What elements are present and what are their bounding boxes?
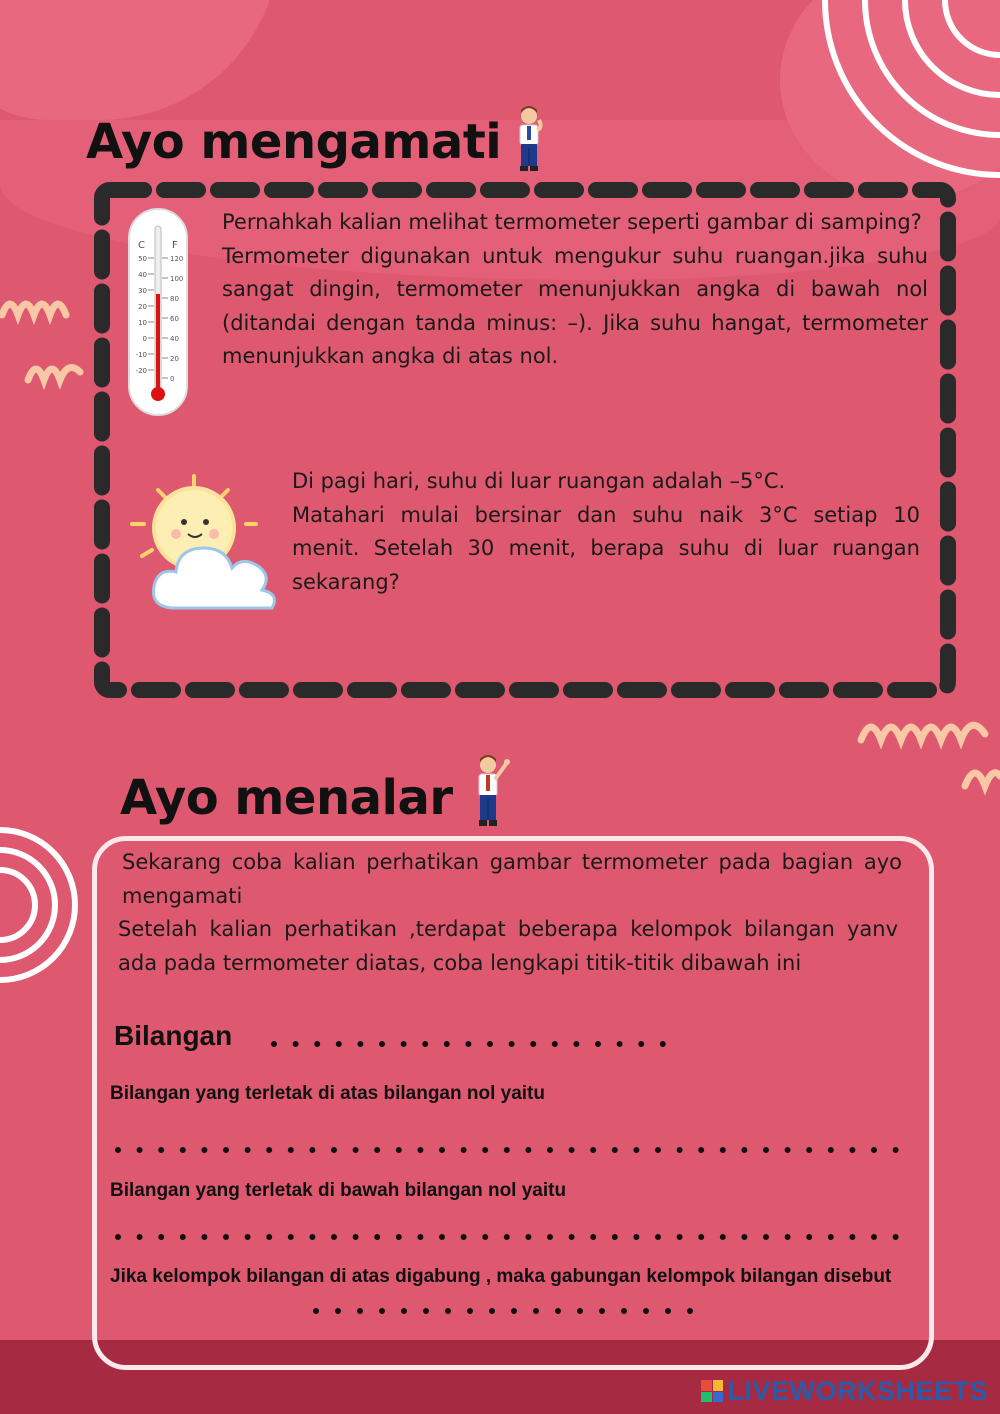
sun-cloud-icon: [128, 470, 290, 620]
thermo-unit-f: F: [172, 240, 178, 251]
thermo-tick: 80: [170, 295, 179, 303]
thermo-tick: -10: [135, 351, 147, 359]
liveworksheets-logo[interactable]: [701, 1376, 988, 1406]
concentric-arcs-decoration: [0, 770, 90, 1040]
thermometer-icon: [128, 208, 188, 418]
student-pointing-icon: [466, 752, 514, 832]
squiggle-decoration: [855, 690, 1000, 800]
background-blob: [0, 0, 280, 120]
thermo-tick: 50: [138, 255, 147, 263]
section-title-mengamati: Ayo mengamati: [86, 114, 502, 170]
thermo-tick: 40: [170, 335, 179, 343]
thermo-tick: 40: [138, 271, 147, 279]
answer-blank-combined[interactable]: [310, 1301, 710, 1321]
paragraph-thermometer: Pernahkah kalian melihat termometer seperti gambar di samping? Termometer digunakan untuk mengukur suhu ruangan.jika suhu sangat dingin, termometer menunjukkan angka di bawah nol (ditandai dengan tanda minus: –). Jika suhu hangat, termometer menunjukkan angka di atas nol.: [222, 210, 928, 368]
liveworksheets-text: LIVEWORKSHEETS: [727, 1375, 988, 1406]
thermo-tick: 10: [138, 319, 147, 327]
squiggle-decoration: [0, 285, 85, 395]
thermo-tick: 20: [170, 355, 179, 363]
section-title-menalar: Ayo menalar: [120, 770, 453, 826]
paragraph-question: Di pagi hari, suhu di luar ruangan adalah –5°C. Matahari mulai bersinar dan suhu naik 3°C setiap 10 menit. Setelah 30 menit, berapa suhu di luar ruangan sekarang?: [292, 469, 920, 594]
answer-blank-above-zero[interactable]: [112, 1140, 922, 1160]
answer-blank-below-zero[interactable]: [112, 1227, 922, 1247]
thermo-tick: 20: [138, 303, 147, 311]
thermo-unit-c: C: [138, 240, 145, 251]
liveworksheets-mark-icon: [701, 1380, 723, 1402]
thermo-tick: 0: [170, 375, 175, 383]
thermo-tick: -20: [135, 367, 147, 375]
label-below-zero: Bilangan yang terletak di bawah bilangan nol yaitu: [110, 1180, 567, 1201]
label-above-zero: Bilangan yang terletak di atas bilangan nol yaitu: [110, 1083, 545, 1104]
thermo-tick: 60: [170, 315, 179, 323]
student-thinking-icon: [510, 104, 548, 176]
instruction-1: Sekarang coba kalian perhatikan gambar termometer pada bagian ayo mengamati: [122, 850, 902, 908]
instruction-2: Setelah kalian perhatikan ,terdapat beberapa kelompok bilangan yanv ada pada termometer diatas, coba lengkapi titik-titik dibawah ini: [118, 917, 898, 975]
thermo-tick: 120: [170, 255, 184, 263]
label-bilangan: Bilangan: [114, 1020, 233, 1051]
thermo-tick: 30: [138, 287, 147, 295]
thermo-tick: 0: [142, 335, 147, 343]
thermo-tick: 100: [170, 275, 184, 283]
label-combined-group: Jika kelompok bilangan di atas digabung , maka gabungan kelompok bilangan disebut: [110, 1266, 892, 1287]
answer-blank-bilangan[interactable]: [268, 1034, 668, 1054]
